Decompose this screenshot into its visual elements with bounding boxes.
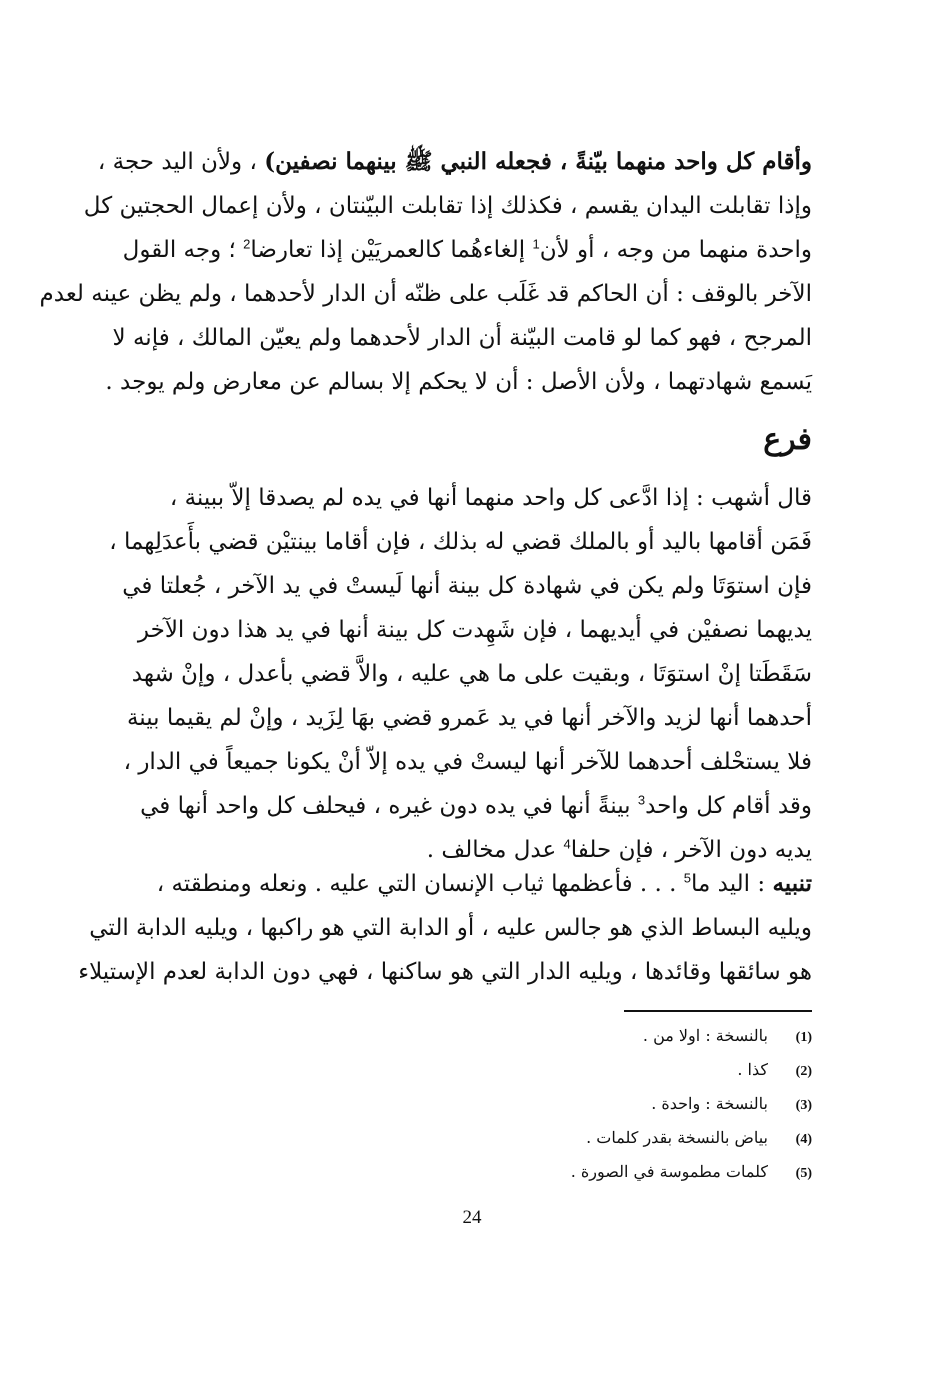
footnote-marker[interactable]: 2 — [243, 236, 251, 252]
footnote-text: بالنسخة : واحدة . — [651, 1094, 768, 1113]
text-segment: . . . فأعظمها ثياب الإنسان التي عليه . ونعله ومنطقته ، — [156, 871, 684, 897]
text-segment: واحدة منهما من وجه ، أو لأن — [539, 237, 812, 263]
footnote-separator — [624, 1010, 812, 1012]
paragraph-1 — [39, 140, 812, 404]
footnote-item — [392, 1054, 812, 1088]
text-segment: : اليد ما — [691, 871, 773, 897]
text-segment: بينةً أنها في يده دون غيره ، فيحلف كل واحد أنها في — [140, 793, 638, 819]
text-line: الآخر بالوقف : أن الحاكم قد غَلَب على ظنّه أن الدار لأحدهما ، ولم يظن عينه لعدم — [39, 281, 812, 307]
footnote-number: (2) — [795, 1064, 812, 1079]
footnote-marker[interactable]: 1 — [532, 236, 540, 252]
footnote-text: كذا . — [737, 1060, 768, 1079]
text-line: المرجح ، فهو كما لو قامت البيّنة أن الدار لأحدهما ولم يعيّن المالك ، فإنه لا — [112, 325, 812, 351]
footnote-item — [392, 1122, 812, 1156]
text-segment: ؛ وجه القول — [122, 237, 244, 263]
footnote-number: (4) — [795, 1132, 812, 1147]
text-segment: يديه دون الآخر ، فإن حلفا — [570, 837, 812, 863]
page-number: 24 — [462, 1207, 482, 1228]
footnote-text: بياض بالنسخة بقدر كلمات . — [586, 1128, 768, 1147]
text-line — [122, 228, 812, 272]
footnote-marker[interactable]: 5 — [683, 870, 692, 886]
paragraph-3 — [78, 862, 812, 994]
text-line: ويليه البساط الذي هو جالس عليه ، أو الدابة التي هو راكبها ، ويليه الدابة التي — [89, 915, 812, 941]
text-line: وإذا تقابلت اليدان يقسم ، فكذلك إذا تقابلت البيّنتان ، ولأن إعمال الحجتين كل — [83, 193, 812, 219]
footnotes — [392, 1020, 812, 1190]
text-segment: عدل مخالف . — [426, 837, 564, 863]
footnote-item — [392, 1088, 812, 1122]
text-line — [128, 862, 812, 906]
text-line: فإن استوَتَا ولم يكن في شهادة كل بينة أنها لَيستْ في يد الآخر ، جُعلتا في — [122, 573, 812, 599]
text-line: فلا يستحْلف أحدهما للآخر أنها ليستْ في يده إلاّ أنْ يكونا جميعاً في الدار ، — [123, 749, 812, 775]
text-segment: وقد أقام كل واحد — [645, 793, 812, 819]
paragraph-2 — [109, 476, 812, 872]
text-segment: ، ولأن اليد حجة ، — [97, 149, 265, 175]
text-line: فَمَن أقامها باليد أو بالملك قضي له بذلك ، فإن أقاما بينتيْن قضي بأَعدَلِهما ، — [109, 529, 812, 555]
footnote-text: بالنسخة : اولا من . — [642, 1026, 768, 1045]
footnote-text: كلمات مطموسة في الصورة . — [570, 1162, 768, 1181]
footnote-number: (1) — [795, 1030, 812, 1045]
text-line — [128, 784, 812, 828]
bold-text: وأقام كل واحد منهما بيّنةً ، فجعله النبي ﷺ بينهما نصفين) — [264, 148, 812, 175]
bold-text: تنبيه — [772, 870, 812, 897]
text-line: هو سائقها وقائدها ، ويليه الدار التي هو ساكنها ، فهي دون الدابة لعدم الإستيلاء — [78, 959, 812, 985]
footnote-number: (5) — [795, 1166, 812, 1181]
text-line: سَقَطَتا إنْ استوَتَا ، وبقيت على ما هي عليه ، والاَّ قضي بأعدل ، وإنْ شهد — [131, 661, 812, 687]
footnote-item — [392, 1156, 812, 1190]
text-line: يديهما نصفيْن في أيديهما ، فإن شَهِدت كل بينة أنها في يد هذا دون الآخر — [137, 617, 812, 643]
footnote-number: (3) — [795, 1098, 812, 1113]
text-segment: إلغاءهُما كالعمريَيْن إذا تعارضا — [250, 237, 533, 263]
footnote-marker[interactable]: 3 — [637, 792, 646, 808]
text-line: قال أشهب : إذا ادَّعى كل واحد منهما أنها في يده لم يصدقا إلاّ ببينة ، — [169, 485, 812, 511]
footnote-marker[interactable]: 4 — [563, 836, 571, 852]
footnote-item — [392, 1020, 812, 1054]
text-line — [97, 140, 812, 184]
text-line: أحدهما أنها لزيد والآخر أنها في يد عَمرو قضي بهَا لِزَيد ، وإنْ لم يقيما بينة — [126, 705, 812, 731]
section-heading: فرع — [763, 422, 812, 457]
text-line: يَسمع شهادتهما ، ولأن الأصل : أن لا يحكم إلا بسالم عن معارض ولم يوجد . — [105, 369, 812, 395]
